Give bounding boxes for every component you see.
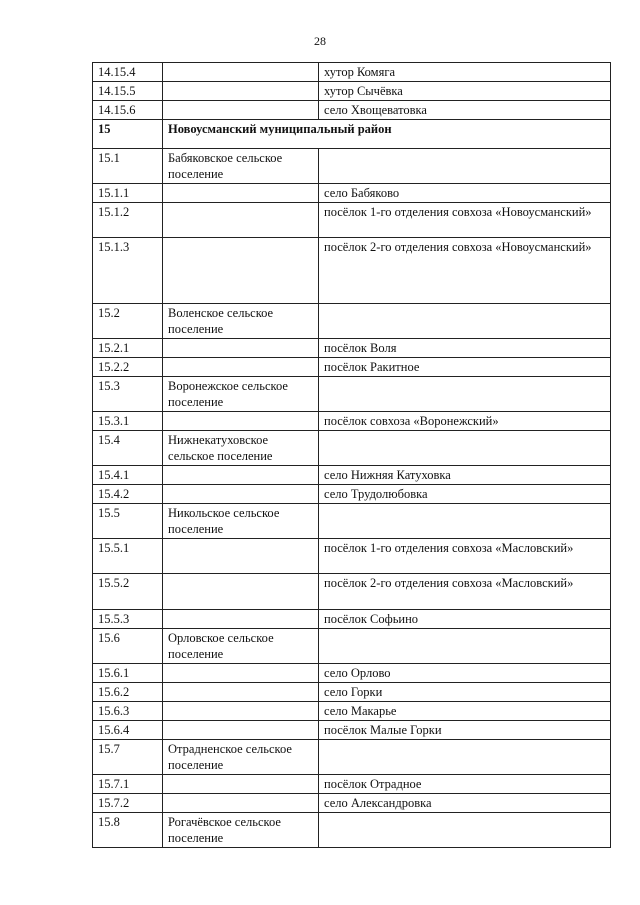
settlement-group-name <box>163 339 319 358</box>
settlement-name: посёлок совхоза «Воронежский» <box>319 412 611 431</box>
settlement-group-name <box>163 775 319 794</box>
row-code: 15.3.1 <box>93 412 163 431</box>
table-row <box>93 775 611 794</box>
settlement-group-name: Отрадненское сельское поселение <box>163 740 319 775</box>
settlement-group-name <box>163 574 319 610</box>
row-code: 15.7.2 <box>93 794 163 813</box>
table-row <box>93 101 611 120</box>
table-row <box>93 683 611 702</box>
settlement-group-name <box>163 702 319 721</box>
settlement-name <box>319 813 611 848</box>
settlement-group-name: Воронежское сельское поселение <box>163 377 319 412</box>
row-code: 15.4 <box>93 431 163 466</box>
settlement-name: село Макарье <box>319 702 611 721</box>
settlement-name: село Горки <box>319 683 611 702</box>
row-code: 15.1 <box>93 149 163 184</box>
settlement-name: посёлок 1-го отделения совхоза «Новоусманский» <box>319 203 611 238</box>
table-row <box>93 339 611 358</box>
row-code: 14.15.4 <box>93 63 163 82</box>
settlement-name: село Александровка <box>319 794 611 813</box>
settlement-group-name: Нижнекатуховское сельское поселение <box>163 431 319 466</box>
settlements-table <box>92 62 611 848</box>
row-code: 15.1.1 <box>93 184 163 203</box>
row-code: 15.3 <box>93 377 163 412</box>
table-row <box>93 629 611 664</box>
settlement-group-name <box>163 184 319 203</box>
settlement-name <box>319 629 611 664</box>
table-row <box>93 610 611 629</box>
row-code: 15.7 <box>93 740 163 775</box>
row-code: 15.4.2 <box>93 485 163 504</box>
table-row <box>93 358 611 377</box>
table-row <box>93 794 611 813</box>
settlement-name: посёлок Воля <box>319 339 611 358</box>
settlement-name: село Хвощеватовка <box>319 101 611 120</box>
table-row <box>93 203 611 238</box>
table-row <box>93 466 611 485</box>
row-code: 15.1.2 <box>93 203 163 238</box>
row-code: 14.15.6 <box>93 101 163 120</box>
row-code: 15.5.2 <box>93 574 163 610</box>
settlement-name: посёлок Софьино <box>319 610 611 629</box>
table-row <box>93 63 611 82</box>
settlement-group-name <box>163 664 319 683</box>
settlement-name: село Орлово <box>319 664 611 683</box>
settlement-name: хутор Комяга <box>319 63 611 82</box>
row-code: 15.6.4 <box>93 721 163 740</box>
row-code: 15.2.2 <box>93 358 163 377</box>
settlement-name <box>319 431 611 466</box>
settlement-group-name <box>163 63 319 82</box>
settlement-name <box>319 740 611 775</box>
settlement-name <box>319 377 611 412</box>
settlement-group-name <box>163 794 319 813</box>
row-code: 14.15.5 <box>93 82 163 101</box>
settlement-name <box>319 504 611 539</box>
district-name: Новоусманский муниципальный район <box>163 120 611 149</box>
table-row <box>93 813 611 848</box>
table-row <box>93 504 611 539</box>
settlement-group-name <box>163 203 319 238</box>
settlement-group-name: Никольское сельское поселение <box>163 504 319 539</box>
row-code: 15.5 <box>93 504 163 539</box>
row-code: 15.5.3 <box>93 610 163 629</box>
table-row <box>93 431 611 466</box>
settlement-name <box>319 304 611 339</box>
row-code: 15 <box>93 120 163 149</box>
page-number: 28 <box>314 34 326 48</box>
settlement-group-name: Рогачёвское сельское поселение <box>163 813 319 848</box>
settlement-group-name: Воленское сельское поселение <box>163 304 319 339</box>
settlement-name <box>319 149 611 184</box>
table-row <box>93 702 611 721</box>
settlement-group-name <box>163 683 319 702</box>
row-code: 15.1.3 <box>93 238 163 304</box>
settlement-group-name <box>163 485 319 504</box>
settlement-group-name: Орловское сельское поселение <box>163 629 319 664</box>
settlement-group-name <box>163 82 319 101</box>
row-code: 15.5.1 <box>93 539 163 574</box>
settlement-group-name <box>163 358 319 377</box>
table-row <box>93 664 611 683</box>
table-row <box>93 184 611 203</box>
settlement-group-name: Бабяковское сельское поселение <box>163 149 319 184</box>
table-row <box>93 238 611 304</box>
settlement-name: село Трудолюбовка <box>319 485 611 504</box>
settlement-group-name <box>163 101 319 120</box>
settlement-name: посёлок Малые Горки <box>319 721 611 740</box>
table-row <box>93 740 611 775</box>
row-code: 15.6.1 <box>93 664 163 683</box>
settlement-group-name <box>163 539 319 574</box>
settlement-name: село Нижняя Катуховка <box>319 466 611 485</box>
table-row <box>93 304 611 339</box>
settlement-group-name <box>163 721 319 740</box>
row-code: 15.6.3 <box>93 702 163 721</box>
settlement-name: село Бабяково <box>319 184 611 203</box>
settlement-group-name <box>163 238 319 304</box>
table-row <box>93 485 611 504</box>
settlement-name: хутор Сычёвка <box>319 82 611 101</box>
settlement-name: посёлок Отрадное <box>319 775 611 794</box>
settlement-group-name <box>163 412 319 431</box>
table-row <box>93 721 611 740</box>
row-code: 15.2.1 <box>93 339 163 358</box>
settlement-name: посёлок Ракитное <box>319 358 611 377</box>
settlement-group-name <box>163 610 319 629</box>
table-row <box>93 82 611 101</box>
settlement-name: посёлок 2-го отделения совхоза «Новоусманский» <box>319 238 611 304</box>
table-row <box>93 412 611 431</box>
settlement-name: посёлок 1-го отделения совхоза «Масловский» <box>319 539 611 574</box>
row-code: 15.2 <box>93 304 163 339</box>
settlement-group-name <box>163 466 319 485</box>
table-row <box>93 120 611 149</box>
table-row <box>93 539 611 574</box>
row-code: 15.4.1 <box>93 466 163 485</box>
row-code: 15.7.1 <box>93 775 163 794</box>
table-row <box>93 377 611 412</box>
settlement-name: посёлок 2-го отделения совхоза «Масловский» <box>319 574 611 610</box>
table-row <box>93 574 611 610</box>
row-code: 15.6.2 <box>93 683 163 702</box>
row-code: 15.8 <box>93 813 163 848</box>
row-code: 15.6 <box>93 629 163 664</box>
table-row <box>93 149 611 184</box>
